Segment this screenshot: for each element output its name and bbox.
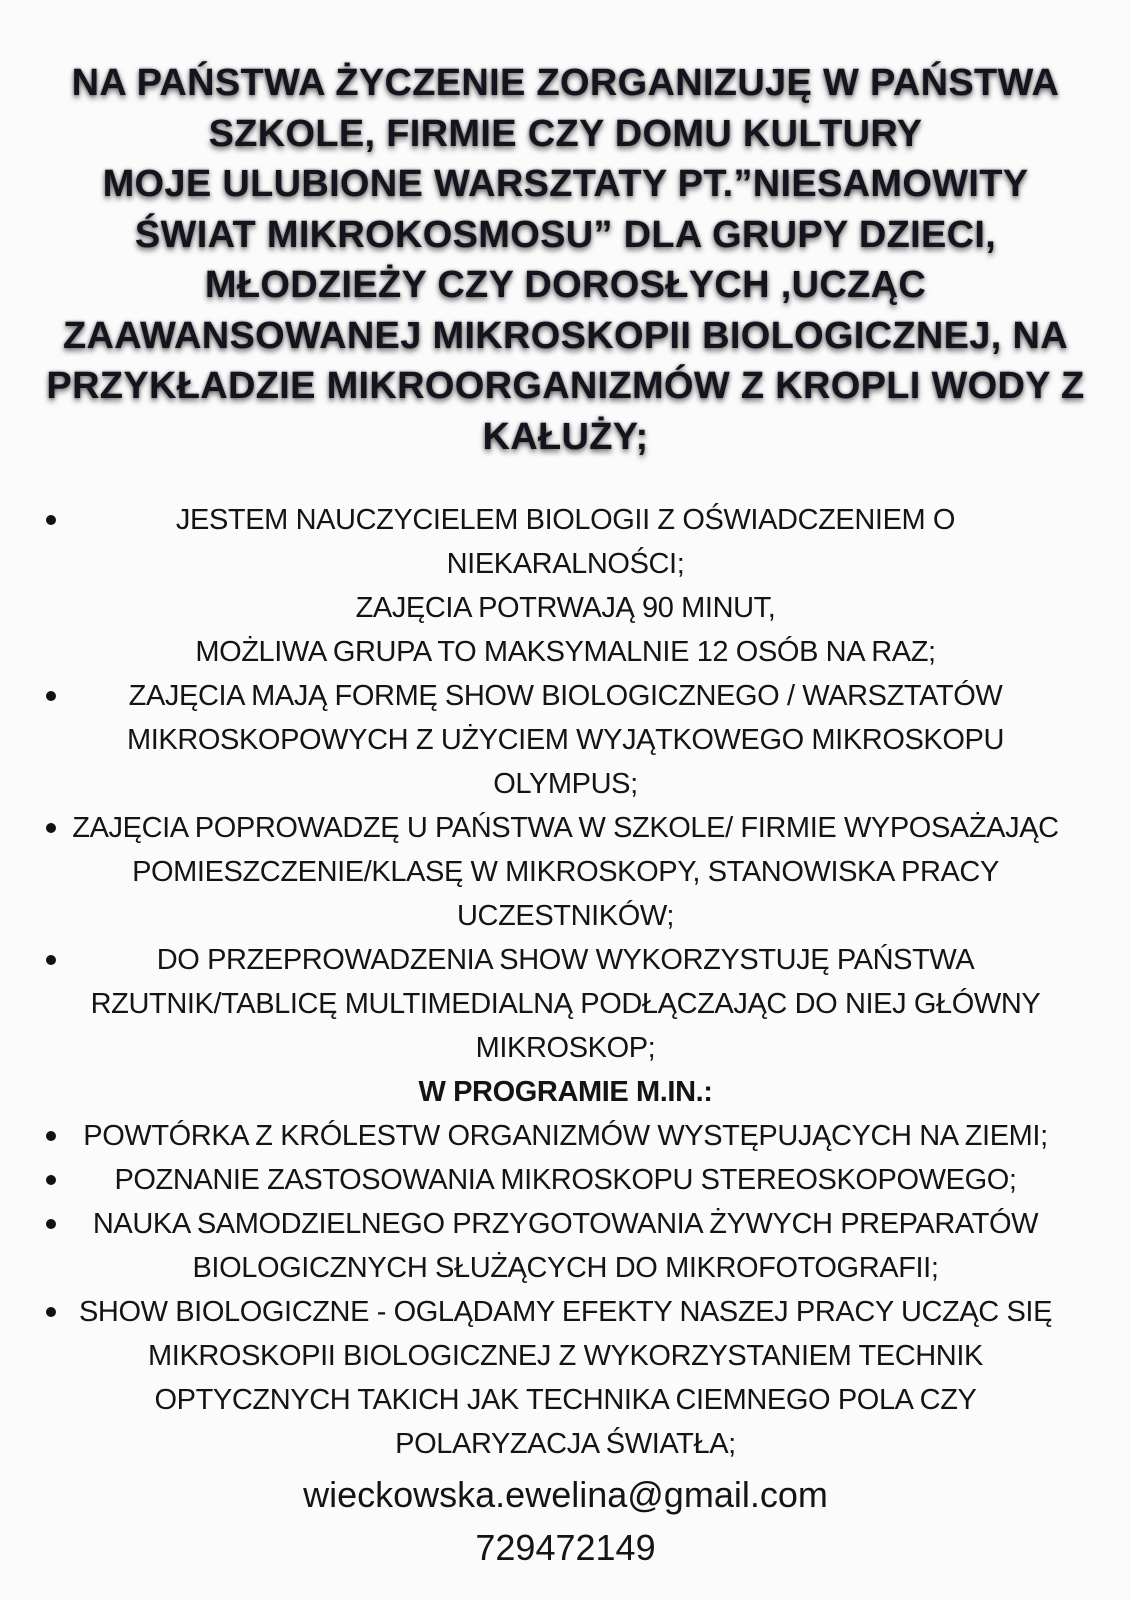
detail-line <box>0 1334 1131 1378</box>
headline-line: MŁODZIEŻY CZY DOROSŁYCH ,UCZĄC <box>204 264 927 306</box>
headline-line: NA PAŃSTWA ŻYCZENIE ZORGANIZUJĘ W PAŃSTWA <box>71 62 1060 104</box>
headline-line: MOJE ULUBIONE WARSZTATY PT.”NIESAMOWITY <box>102 163 1029 205</box>
detail-line <box>0 894 1131 938</box>
detail-line <box>0 542 1131 586</box>
detail-line <box>0 1202 1131 1246</box>
detail-line <box>0 1378 1131 1422</box>
detail-line <box>0 1158 1131 1202</box>
detail-line <box>0 630 1131 674</box>
detail-text: ZAJĘCIA MAJĄ FORMĘ SHOW BIOLOGICZNEGO / WARSZTATÓW <box>128 680 1003 712</box>
detail-text: RZUTNIK/TABLICĘ MULTIMEDIALNĄ PODŁĄCZAJĄC DO NIEJ GŁÓWNY <box>90 988 1041 1020</box>
contact-phone[interactable]: 729472149 <box>475 1527 656 1568</box>
detail-text: POMIESZCZENIE/KLASĘ W MIKROSKOPY, STANOWISKA PRACY <box>132 856 999 888</box>
detail-text: W PROGRAMIE M.IN.: <box>418 1076 713 1108</box>
detail-text: SHOW BIOLOGICZNE - OGLĄDAMY EFEKTY NASZEJ PRACY UCZĄC SIĘ <box>78 1296 1053 1328</box>
detail-text: MIKROSKOP; <box>475 1032 656 1064</box>
detail-line <box>0 850 1131 894</box>
detail-text: JESTEM NAUCZYCIELEM BIOLOGII Z OŚWIADCZENIEM O <box>175 504 956 536</box>
detail-line <box>0 1290 1131 1334</box>
detail-text: ZAJĘCIA POPROWADZĘ U PAŃSTWA W SZKOLE/ FIRMIE WYPOSAŻAJĄC <box>72 812 1059 844</box>
headline-line: PRZYKŁADZIE MIKROORGANIZMÓW Z KROPLI WODY Z <box>46 365 1085 407</box>
detail-line <box>0 806 1131 850</box>
headline <box>0 58 1131 462</box>
detail-line <box>0 498 1131 542</box>
headline-line: ŚWIAT MIKROKOSMOSU” DLA GRUPY DZIECI, <box>134 213 997 256</box>
detail-text: MIKROSKOPII BIOLOGICZNEJ Z WYKORZYSTANIEM TECHNIK <box>148 1340 983 1372</box>
detail-line <box>0 938 1131 982</box>
detail-text: POLARYZACJA ŚWIATŁA; <box>395 1428 736 1460</box>
detail-text: BIOLOGICZNYCH SŁUŻĄCYCH DO MIKROFOTOGRAFII; <box>192 1252 939 1284</box>
detail-line <box>0 982 1131 1026</box>
detail-line <box>0 586 1131 630</box>
detail-line <box>0 1246 1131 1290</box>
detail-line <box>0 762 1131 806</box>
detail-line <box>0 1114 1131 1158</box>
details-list <box>0 498 1131 1466</box>
detail-text: DO PRZEPROWADZENIA SHOW WYKORZYSTUJĘ PAŃSTWA <box>156 944 975 976</box>
contact-email[interactable]: wieckowska.ewelina@gmail.com <box>303 1474 828 1515</box>
detail-text: MOŻLIWA GRUPA TO MAKSYMALNIE 12 OSÓB NA RAZ; <box>195 636 936 668</box>
detail-line <box>0 1026 1131 1070</box>
detail-text: MIKROSKOPOWYCH Z UŻYCIEM WYJĄTKOWEGO MIKROSKOPU <box>126 724 1005 756</box>
detail-text: POWTÓRKA Z KRÓLESTW ORGANIZMÓW WYSTĘPUJĄCYCH NA ZIEMI; <box>83 1120 1048 1152</box>
headline-line: KAŁUŻY; <box>482 415 649 458</box>
detail-text: OLYMPUS; <box>493 768 638 800</box>
detail-text: NIEKARALNOŚCI; <box>446 548 685 580</box>
detail-text: UCZESTNIKÓW; <box>456 900 674 932</box>
headline-line: SZKOLE, FIRMIE CZY DOMU KULTURY <box>208 112 923 155</box>
headline-line: ZAAWANSOWANEJ MIKROSKOPII BIOLOGICZNEJ, NA <box>63 314 1068 357</box>
detail-text: ZAJĘCIA POTRWAJĄ 90 MINUT, <box>355 592 776 624</box>
program-heading <box>0 1070 1131 1114</box>
detail-text: OPTYCZNYCH TAKICH JAK TECHNIKA CIEMNEGO POLA CZY <box>154 1384 977 1416</box>
detail-text: NAUKA SAMODZIELNEGO PRZYGOTOWANIA ŻYWYCH PREPARATÓW <box>92 1208 1039 1240</box>
detail-line <box>0 1422 1131 1466</box>
detail-text: POZNANIE ZASTOSOWANIA MIKROSKOPU STEREOSKOPOWEGO; <box>114 1164 1017 1196</box>
detail-line <box>0 674 1131 718</box>
detail-line <box>0 718 1131 762</box>
